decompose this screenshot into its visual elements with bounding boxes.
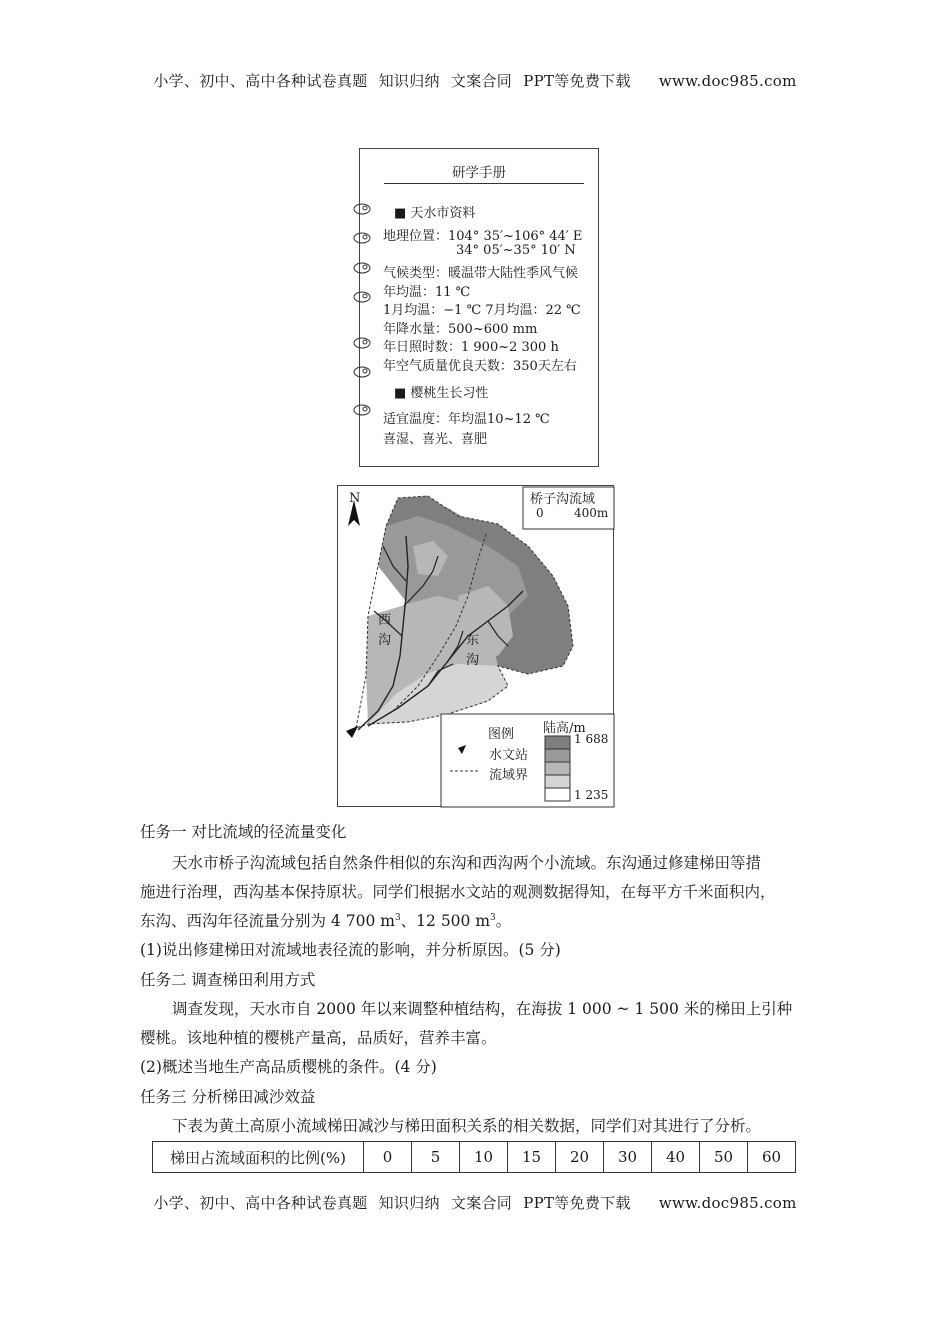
terrace-data-table bbox=[152, 1141, 796, 1173]
unit-superscript: 3 bbox=[394, 912, 401, 923]
elevation-title: 陆高/m bbox=[543, 721, 586, 736]
west-gully-label bbox=[378, 611, 391, 651]
table-cell: 60 bbox=[748, 1142, 796, 1173]
table-cell: 15 bbox=[508, 1142, 556, 1173]
divider bbox=[384, 183, 584, 184]
page-footer bbox=[0, 1192, 950, 1213]
footer-text: 文案合同 bbox=[450, 1194, 513, 1212]
table-cell: 10 bbox=[460, 1142, 508, 1173]
hydro-station-icon bbox=[346, 726, 358, 738]
table-cell: 40 bbox=[652, 1142, 700, 1173]
runoff-east: 东沟、西沟年径流量分别为 4 700 m bbox=[140, 912, 395, 930]
elevation-max: 1 688 bbox=[574, 732, 609, 746]
task1-heading: 任务一 对比流域的径流量变化 bbox=[140, 823, 347, 841]
binder-ring-icon bbox=[352, 291, 372, 303]
binder-ring-icon bbox=[352, 404, 372, 416]
page-header bbox=[0, 70, 950, 91]
header-link[interactable]: www.doc985.com bbox=[658, 72, 797, 90]
punctuation: 。 bbox=[495, 912, 512, 930]
task1-paragraph-line: 天水市桥子沟流域包括自然条件相似的东沟和西沟两个小流域。东沟通过修建梯田等措 bbox=[172, 854, 762, 872]
binder-ring-icon bbox=[352, 203, 372, 215]
map-title: 桥子沟流域 bbox=[530, 492, 596, 507]
binder-ring-icon bbox=[352, 337, 372, 349]
info-line: 年降水量：500~600 mm bbox=[383, 322, 538, 337]
question-1: (1)说出修建梯田对流域地表径流的影响，并分析原因。(5 分) bbox=[140, 941, 561, 959]
binder-ring-icon bbox=[352, 232, 372, 244]
table-cell: 20 bbox=[556, 1142, 604, 1173]
footer-text: PPT等免费下载 bbox=[523, 1194, 631, 1212]
watershed-map bbox=[337, 485, 614, 807]
label-char: 沟 bbox=[466, 653, 480, 668]
binder-ring-icon bbox=[352, 366, 372, 378]
legend-station-label: 水文站 bbox=[489, 748, 529, 763]
question-2: (2)概述当地生产高品质樱桃的条件。(4 分) bbox=[140, 1058, 437, 1076]
info-line: 喜湿、喜光、喜肥 bbox=[383, 432, 488, 447]
scale-end: 400m bbox=[574, 506, 609, 520]
info-line: 年空气质量优良天数：350天左右 bbox=[383, 359, 577, 374]
section-heading: ■ 天水市资料 bbox=[394, 206, 476, 221]
research-handbook bbox=[359, 148, 599, 467]
header-text: 文案合同 bbox=[450, 72, 513, 90]
elev-swatch-1 bbox=[545, 736, 570, 749]
legend-title: 图例 bbox=[488, 727, 515, 742]
runoff-west: 、12 500 m bbox=[400, 912, 491, 930]
legend-boundary-label: 流域界 bbox=[489, 768, 529, 783]
info-line: 适宜温度：年均温10~12 ℃ bbox=[383, 412, 550, 427]
north-label: N bbox=[349, 491, 361, 506]
task2-heading: 任务二 调查梯田利用方式 bbox=[140, 971, 316, 989]
task2-paragraph-line: 樱桃。该地种植的樱桃产量高，品质好，营养丰富。 bbox=[140, 1029, 497, 1047]
table-cell: 0 bbox=[364, 1142, 412, 1173]
binder-ring-icon bbox=[352, 262, 372, 274]
task1-paragraph-line bbox=[140, 909, 511, 931]
footer-link[interactable]: www.doc985.com bbox=[658, 1194, 797, 1212]
label-char: 沟 bbox=[378, 633, 392, 648]
unit-superscript: 3 bbox=[490, 912, 496, 923]
info-line: 气候类型：暖温带大陆性季风气候 bbox=[383, 266, 579, 281]
footer-text: 小学、初中、高中各种试卷真题 bbox=[153, 1194, 368, 1212]
task3-heading: 任务三 分析梯田减沙效益 bbox=[140, 1088, 316, 1106]
header-text: 小学、初中、高中各种试卷真题 bbox=[153, 72, 368, 90]
info-line: 1月均温：−1 ℃ 7月均温：22 ℃ bbox=[383, 303, 581, 318]
section-heading: ■ 樱桃生长习性 bbox=[394, 386, 489, 401]
header-text: 知识归纳 bbox=[378, 72, 440, 90]
info-line: 年日照时数：1 900~2 300 h bbox=[383, 340, 559, 355]
task3-paragraph: 下表为黄土高原小流域梯田减沙与梯田面积关系的相关数据，同学们对其进行了分析。 bbox=[172, 1117, 762, 1135]
label-char: 西 bbox=[378, 613, 392, 628]
header-text: PPT等免费下载 bbox=[523, 72, 631, 90]
info-line: 34° 05′~35° 10′ N bbox=[456, 243, 576, 258]
elev-swatch-2 bbox=[545, 749, 570, 762]
task1-paragraph-line: 施进行治理，西沟基本保持原状。同学们根据水文站的观测数据得知，在每平方千米面积内， bbox=[140, 883, 776, 901]
elev-swatch-3 bbox=[545, 762, 570, 775]
scale-start: 0 bbox=[536, 506, 544, 520]
footer-text: 知识归纳 bbox=[378, 1194, 440, 1212]
task2-paragraph-line: 调查发现，天水市自 2000 年以来调整种植结构，在海拔 1 000 ~ 1 500 米的梯田上引种 bbox=[172, 1000, 793, 1018]
table-cell: 30 bbox=[604, 1142, 652, 1173]
label-char: 东 bbox=[466, 633, 480, 648]
handbook-title: 研学手册 bbox=[452, 165, 506, 181]
table-row-label: 梯田占流域面积的比例(%) bbox=[153, 1142, 364, 1173]
east-gully-label bbox=[466, 631, 479, 671]
elev-swatch-5 bbox=[545, 788, 570, 801]
table-cell: 50 bbox=[700, 1142, 748, 1173]
elev-swatch-4 bbox=[545, 775, 570, 788]
table-row bbox=[153, 1142, 796, 1173]
elevation-min: 1 235 bbox=[574, 788, 609, 802]
info-line: 地理位置：104° 35′~106° 44′ E bbox=[383, 229, 583, 244]
info-line: 年均温：11 ℃ bbox=[383, 285, 471, 300]
table-cell: 5 bbox=[412, 1142, 460, 1173]
